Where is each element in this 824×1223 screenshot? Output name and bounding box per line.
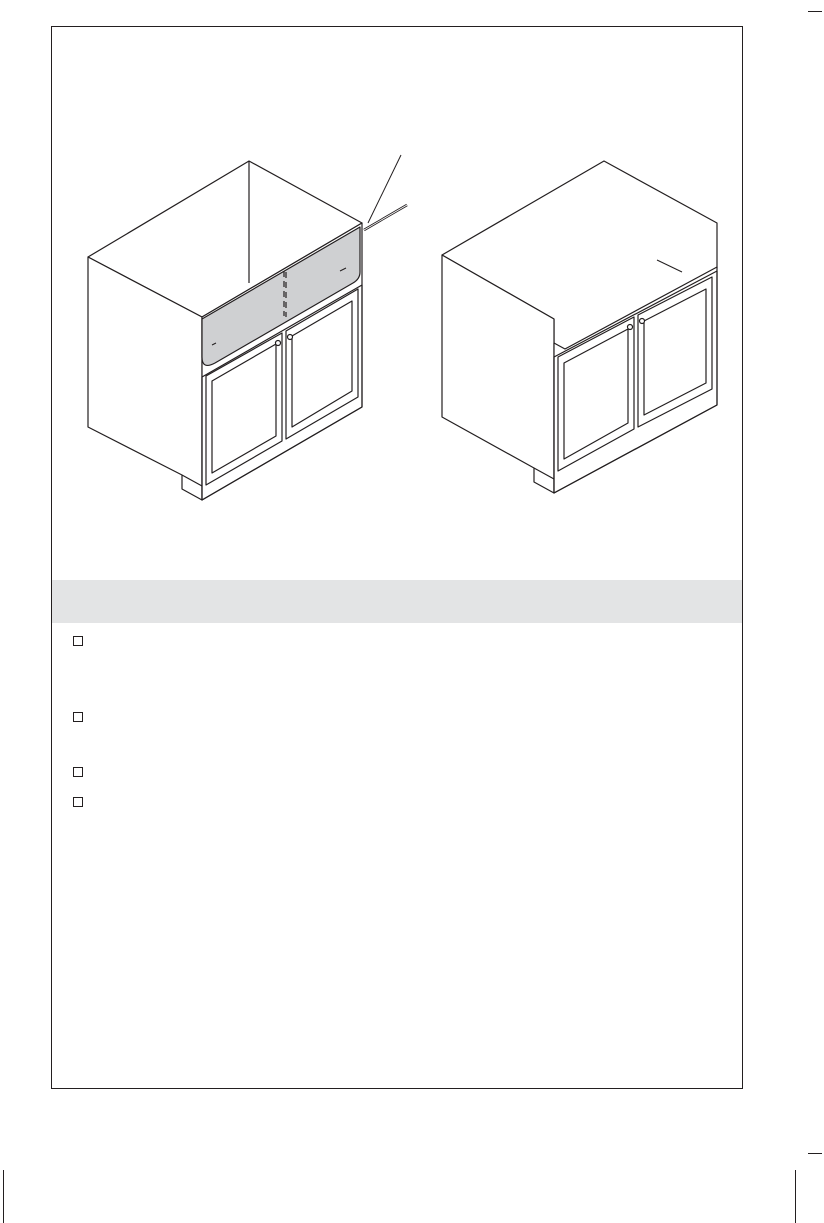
checkbox-4[interactable] [73,797,83,807]
left-cabinet-drawing [88,155,407,500]
crop-mark-top-right [808,11,822,12]
checkbox-1[interactable] [73,636,83,646]
cabinet-illustration [52,27,744,579]
checkbox-3[interactable] [73,767,83,777]
crop-mark-bottom-right-vertical [795,1170,796,1223]
checkbox-2[interactable] [73,712,83,722]
crop-mark-bottom-left [3,1170,4,1223]
right-cabinet-drawing [442,161,717,493]
crop-mark-bottom-right [808,1153,822,1154]
page-frame [51,26,743,1089]
section-header-band [52,580,742,623]
